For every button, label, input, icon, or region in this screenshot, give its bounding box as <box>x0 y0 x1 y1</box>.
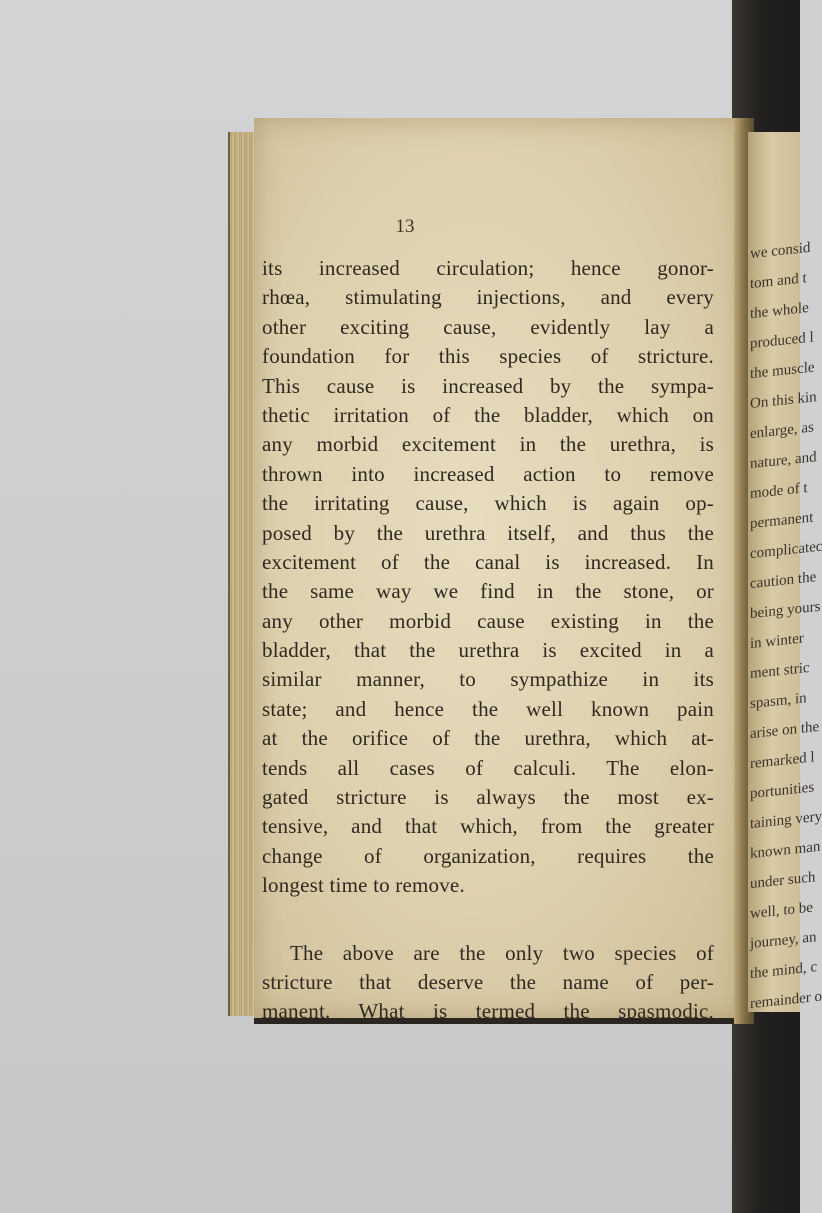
text-line: the irritating cause, which is again op- <box>262 491 714 516</box>
facing-page-line: remainder o <box>750 988 822 1013</box>
paragraph-1 <box>262 254 714 901</box>
text-line: any morbid excitement in the urethra, is <box>262 432 714 457</box>
facing-page-line: produced l <box>750 329 814 353</box>
text-line: any other morbid cause existing in the <box>262 608 714 633</box>
text-line: state; and hence the well known pain <box>262 696 714 721</box>
text-line: tends all cases of calculi. The elon- <box>262 755 714 780</box>
text-line: thetic irritation of the bladder, which on <box>262 402 714 427</box>
text-line: rhœa, stimulating injections, and every <box>262 285 714 310</box>
facing-page-line: known man <box>750 838 821 863</box>
facing-page-line: remarked l <box>750 749 815 773</box>
text-line: at the orifice of the urethra, which at- <box>262 726 714 751</box>
text-line: change of organization, requires the <box>262 843 714 868</box>
facing-page-line: we consid <box>750 239 811 263</box>
facing-page-line: complicatec <box>750 538 822 563</box>
facing-page-line: well, to be <box>750 899 813 923</box>
facing-page-line: the whole <box>750 299 809 323</box>
text-line: tensive, and that which, from the greater <box>262 814 714 839</box>
text-line: longest time to remove. <box>262 873 465 898</box>
text-line: This cause is increased by the sympa- <box>262 373 714 398</box>
text-line: its increased circulation; hence gonor- <box>262 256 714 280</box>
facing-page-line: caution the <box>750 569 817 593</box>
facing-page-line: spasm, in <box>750 690 807 713</box>
text-line: posed by the urethra itself, and thus the <box>262 520 714 545</box>
facing-page-line: being yours <box>750 598 821 623</box>
page-number: 13 <box>395 216 415 237</box>
text-line: similar manner, to sympathize in its <box>262 667 714 692</box>
facing-page-line: arise on the <box>750 718 820 743</box>
facing-page-line: ment stric <box>750 659 810 683</box>
facing-page-line: enlarge, as <box>750 419 814 443</box>
facing-page-line: On this kin <box>750 389 817 413</box>
text-line: bladder, that the urethra is excited in a <box>262 638 714 663</box>
paragraph-gap <box>262 901 714 939</box>
facing-page-line: in winter <box>750 630 804 653</box>
facing-page-line: under such <box>750 869 816 893</box>
facing-page-line: taining very <box>750 808 822 833</box>
text-line: other exciting cause, evidently lay a <box>262 314 714 339</box>
text-line: thrown into increased action to remove <box>262 461 714 486</box>
text-line: The above are the only two species of <box>290 940 714 965</box>
facing-page-line: tom and t <box>750 270 807 293</box>
facing-page <box>748 132 822 1013</box>
facing-page-line: mode of t <box>750 480 808 503</box>
text-line: manent. What is termed the spasmodic, <box>262 999 714 1024</box>
page-body-text <box>262 254 714 1027</box>
text-line: gated stricture is always the most ex- <box>262 785 714 810</box>
paragraph-2 <box>262 939 714 1027</box>
facing-page-line: portunities <box>750 779 815 803</box>
facing-page-text <box>750 233 822 1019</box>
text-line: foundation for this species of stricture. <box>262 344 714 369</box>
facing-page-line: journey, an <box>750 929 817 953</box>
text-line: stricture that deserve the name of per- <box>262 969 714 994</box>
facing-page-line: the mind, c <box>750 959 818 983</box>
facing-page-line: nature, and <box>750 449 817 473</box>
facing-page-line: the muscle <box>750 359 815 383</box>
facing-page-line: permanent <box>750 509 814 533</box>
text-line: the same way we find in the stone, or <box>262 579 714 604</box>
text-line: excitement of the canal is increased. In <box>262 549 714 574</box>
